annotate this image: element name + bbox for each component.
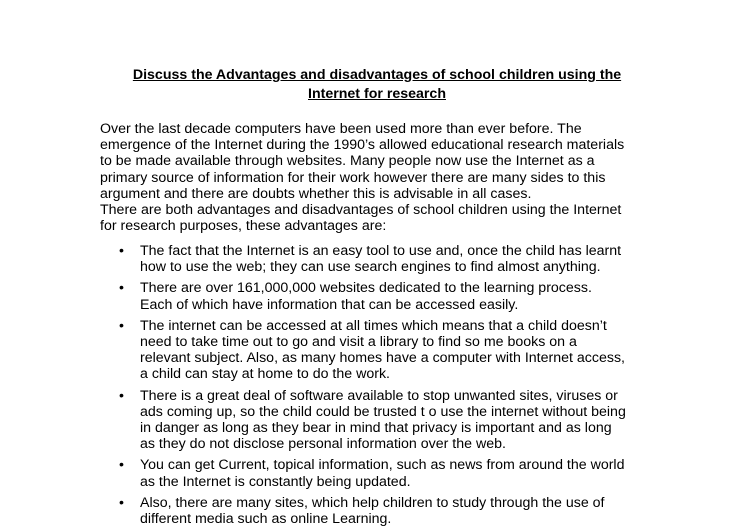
list-item-line: There is a great deal of software available to stop unwanted sites, viruses or [140, 387, 618, 404]
bullet-icon: • [119, 457, 124, 474]
list-item-line: relevant subject. Also, as many homes have a computer with Internet access, [140, 350, 625, 367]
list-item-line: need to take time out to go and visit a library to find so me books on a [140, 334, 577, 351]
list-item [100, 457, 660, 489]
paragraph-line: emergence of the Internet during the 1990’s allowed educational research materials [100, 137, 625, 154]
list-item-line: ads coming up, so the child could be trusted t o use the internet without being [140, 403, 626, 420]
list-item-line: in danger as long as they bear in mind that privacy is important and as long [140, 420, 612, 437]
list-item [100, 318, 660, 383]
advantages-intro-paragraph [100, 202, 660, 234]
advantages-list [100, 243, 660, 532]
bullet-icon: • [119, 243, 124, 259]
list-item [100, 243, 660, 275]
list-item-line: Also, there are many sites, which help children to study through the use of [140, 494, 605, 511]
document-title [100, 66, 654, 104]
list-item [100, 280, 660, 312]
list-item-line: how to use the web; they can use search engines to find almost anything. [140, 259, 601, 276]
list-item-line: as the Internet is constantly being updated. [140, 473, 411, 490]
title-line: Discuss the Advantages and disadvantages of school children using the [132, 67, 622, 83]
list-item-line: different media such as online Learning. [140, 511, 392, 528]
list-item-line: a child can stay at home to do the work. [140, 366, 390, 383]
list-item-line: You can get Current, topical information, such as news from around the world [140, 457, 625, 474]
list-item [100, 388, 660, 453]
title-line: Internet for research [308, 86, 446, 102]
paragraph-line: primary source of information for their work however there are many sides to this [100, 169, 606, 186]
paragraph-line: to be made available through websites. Many people now use the Internet as a [100, 153, 595, 170]
paragraph-line: Over the last decade computers have been used more than ever before. The [100, 121, 582, 137]
list-item-line: The fact that the Internet is an easy tool to use and, once the child has learnt [140, 243, 622, 259]
intro-paragraph [100, 121, 660, 202]
list-item-line: as they do not disclose personal information over the web. [140, 436, 506, 453]
bullet-icon: • [119, 387, 124, 404]
paragraph-line: There are both advantages and disadvantages of school children using the Internet [100, 202, 622, 218]
bullet-icon: • [119, 280, 124, 297]
paragraph-line: argument and there are doubts whether this is advisable in all cases. [100, 185, 532, 202]
list-item-line: The internet can be accessed at all times which means that a child doesn’t [140, 317, 607, 334]
bullet-icon: • [119, 494, 124, 511]
list-item-line: There are over 161,000,000 websites dedicated to the learning process. [140, 280, 592, 297]
bullet-icon: • [119, 317, 124, 334]
list-item [100, 495, 660, 527]
paragraph-line: for research purposes, these advantages are: [100, 218, 387, 235]
list-item-line: Each of which have information that can be accessed easily. [140, 296, 519, 313]
